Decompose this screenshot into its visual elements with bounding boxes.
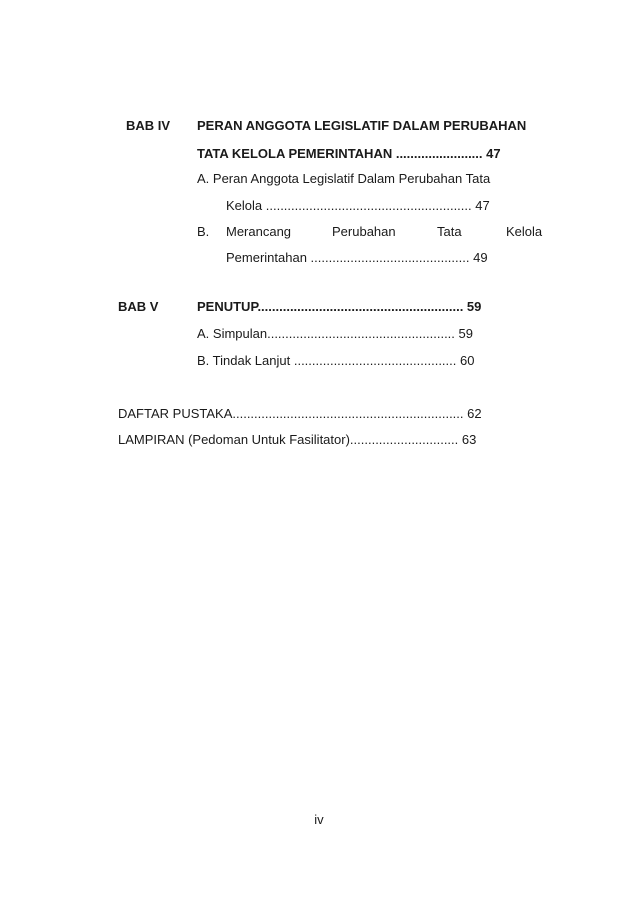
chapter-title-bab-iv-line2: TATA KELOLA PEMERINTAHAN ........................ 47 [197, 146, 501, 161]
chapter-title-bab-iv-line1: PERAN ANGGOTA LEGISLATIF DALAM PERUBAHAN [197, 118, 527, 133]
toc-item-bab-v-b: B. Tindak Lanjut ............................................. 60 [197, 353, 475, 368]
toc-item-bab-iv-b-prefix: B. [197, 224, 210, 239]
toc-item-bab-v-a: A. Simpulan.................................................... 59 [197, 326, 473, 341]
chapter-title-bab-v: PENUTUP......................................................... 59 [197, 299, 482, 314]
chapter-label-bab-v: BAB V [118, 299, 159, 314]
chapter-label-bab-iv: BAB IV [126, 118, 171, 133]
toc-item-bab-iv-b-word3: Tata [437, 224, 462, 239]
page-number: iv [314, 812, 324, 827]
toc-item-bab-iv-a-line2: Kelola ......................................................... 47 [226, 198, 490, 213]
toc-item-bab-iv-b-word2: Perubahan [332, 224, 396, 239]
toc-lampiran: LAMPIRAN (Pedoman Untuk Fasilitator).............................. 63 [118, 432, 477, 447]
toc-daftar-pustaka: DAFTAR PUSTAKA................................................................ 62 [118, 406, 482, 421]
toc-item-bab-iv-a-line1: A. Peran Anggota Legislatif Dalam Perubahan Tata [197, 171, 491, 186]
toc-item-bab-iv-b-line2: Pemerintahan ............................................ 49 [226, 250, 488, 265]
toc-item-bab-iv-b-word1: Merancang [226, 224, 292, 239]
toc-item-bab-iv-b-word4: Kelola [506, 224, 543, 239]
